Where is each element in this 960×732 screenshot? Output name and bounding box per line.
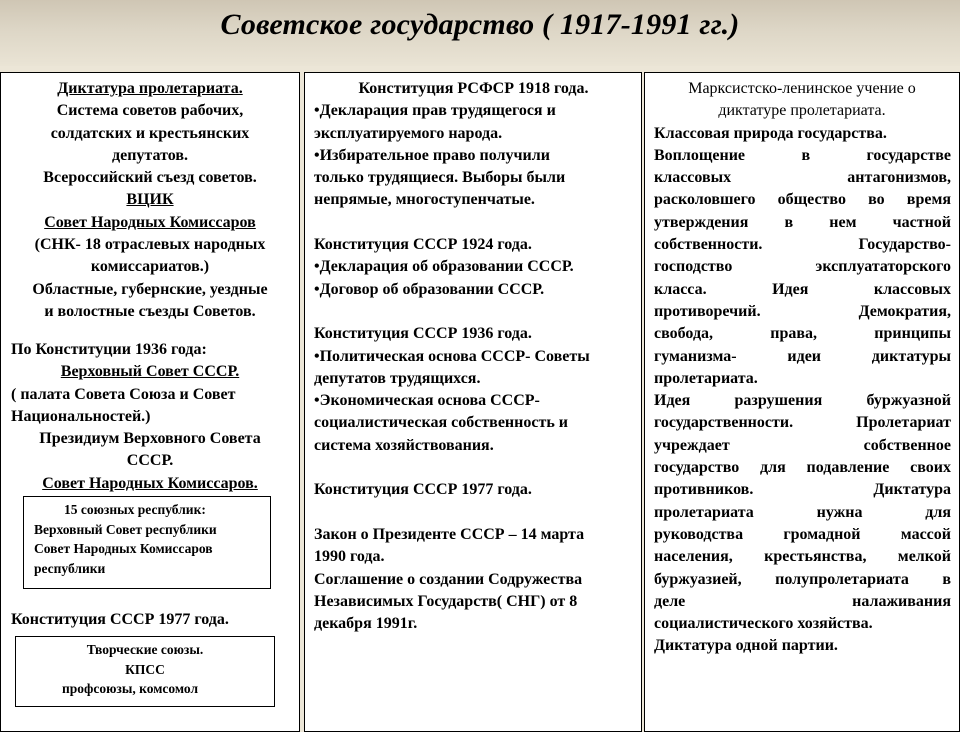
text-line: КПСС	[125, 661, 165, 677]
text-line: ( палата Совета Союза и Совет	[11, 385, 236, 403]
text-line: СССР.	[126, 452, 174, 470]
text-line: (СНК- 18 отраслевых народных	[34, 236, 266, 254]
text-line: государство для подавление своих	[654, 459, 951, 477]
text-line: •Декларация прав трудящегося и	[314, 102, 556, 120]
text-line: 1990 года.	[314, 548, 385, 566]
page-title: Советское государство ( 1917-1991 гг.)	[220, 8, 740, 41]
text-line: Идея разрушения буржуазной	[654, 392, 951, 410]
text-line: По Конституции 1936 года:	[11, 341, 207, 358]
text-line: руководства громадной массой	[654, 525, 951, 543]
text-line: система хозяйствования.	[314, 436, 494, 454]
text-line: Классовая природа государства.	[654, 124, 887, 142]
structure-1918-block	[1, 78, 299, 323]
text-line: •Декларация об образовании СССР.	[314, 258, 574, 276]
text-line: гуманизма- идеи диктатуры	[654, 347, 951, 365]
text-line: Диктатура одной партии.	[654, 637, 838, 655]
text-line: класса. Идея классовых	[654, 280, 951, 298]
text-line: Воплощение в государстве	[654, 146, 951, 164]
text-line: Соглашение о создании Содружества	[314, 570, 583, 588]
text-line: и волостные съезды Советов.	[44, 302, 256, 320]
text-line: декабря 1991г.	[314, 615, 418, 633]
vtsik-label: ВЦИК	[126, 191, 174, 209]
spacer-line	[314, 502, 642, 524]
supreme-soviet-label: Верховный Совет СССР.	[60, 363, 240, 381]
text-line: солдатских и крестьянских	[50, 124, 250, 142]
text-line: пролетариата нужна для	[654, 503, 951, 521]
text-line: профсоюзы, комсомол	[61, 681, 199, 696]
text-line: Областные, губернские, уездные	[32, 280, 268, 298]
heading-1918: Конституция РСФСР 1918 года.	[358, 80, 589, 97]
text-line: господство эксплуататорского	[654, 258, 951, 276]
text-line: Независимых Государств( СНГ) от 8	[314, 592, 578, 610]
heading-1977: Конституция СССР 1977 года.	[314, 481, 532, 499]
text-line: диктатуре пролетариата.	[718, 102, 886, 120]
snk-label: Совет Народных Комиссаров	[44, 213, 256, 231]
text-line: Президиум Верховного Совета	[39, 430, 261, 448]
spacer-line	[314, 212, 642, 234]
text-line: депутатов.	[112, 146, 188, 164]
text-line: противоречий. Демократия,	[654, 302, 951, 320]
text-line: •Договор об образовании СССР.	[314, 280, 545, 298]
text-line: •Политическая основа СССР- Советы	[314, 347, 590, 365]
unions-box	[15, 636, 275, 707]
text-line: противников. Диктатура	[654, 481, 951, 499]
republics-box	[23, 496, 271, 589]
text-line: непрямые, многоступенчатые.	[314, 191, 535, 209]
text-line: буржуазией, полупролетариата в	[654, 570, 951, 588]
text-line: •Избирательное право получили	[314, 146, 550, 164]
text-line: утверждения в нем частной	[654, 213, 951, 231]
text-line: Творческие союзы.	[86, 642, 204, 657]
text-line: Совет Народных Комиссаров	[34, 541, 213, 556]
constitution-1977-label: Конституция СССР 1977 года.	[11, 611, 229, 628]
text-line: эксплуатируемого народа.	[314, 124, 503, 142]
text-line: республики	[34, 560, 106, 576]
text-line: Национальностей.)	[11, 407, 151, 425]
text-line: свобода, права, принципы	[654, 325, 951, 343]
doctrine-text	[654, 123, 951, 658]
text-line: расколовшего общество во время	[654, 191, 951, 209]
text-line: комиссариатов.)	[90, 258, 210, 276]
text-line: собственности. Государство-	[654, 236, 951, 254]
text-line: социалистического хозяйства.	[654, 615, 873, 633]
column-constitutions	[304, 72, 642, 732]
text-line: населения, крестьянства, мелкой	[654, 548, 951, 566]
text-line: только трудящиеся. Выборы были	[314, 169, 566, 187]
text-line: пролетариата.	[654, 369, 758, 387]
spacer-line	[314, 301, 642, 323]
heading-1924: Конституция СССР 1924 года.	[314, 236, 532, 254]
column-marxist-doctrine	[644, 72, 960, 732]
text-line: 15 союзных республик:	[64, 502, 206, 517]
text-line: Верховный Совет республики	[34, 521, 217, 537]
column-government-structure	[0, 72, 300, 732]
spacer-line	[314, 457, 642, 479]
text-line: социалистическая собственность и	[314, 414, 568, 432]
text-line: •Экономическая основа СССР-	[314, 392, 540, 410]
snk-1936-label: Совет Народных Комиссаров.	[42, 474, 258, 492]
text-line: Всероссийский съезд советов.	[43, 169, 257, 187]
structure-1936-block	[11, 339, 299, 495]
dictatorship-heading: Диктатура пролетариата.	[57, 80, 243, 97]
text-line: Система советов рабочих,	[56, 102, 244, 120]
text-line: классовых антагонизмов,	[654, 169, 951, 187]
text-line: Закон о Президенте СССР – 14 марта	[314, 525, 585, 543]
heading-1936: Конституция СССР 1936 года.	[314, 325, 532, 343]
text-line: деле налаживания	[654, 592, 951, 610]
text-line: учреждает собственное	[654, 436, 951, 454]
doctrine-heading	[645, 78, 959, 123]
text-line: государственности. Пролетариат	[654, 414, 951, 432]
constitutions-block	[314, 78, 642, 635]
text-line: Марксистско-ленинское учение о	[688, 80, 916, 97]
text-line: депутатов трудящихся.	[314, 369, 481, 387]
